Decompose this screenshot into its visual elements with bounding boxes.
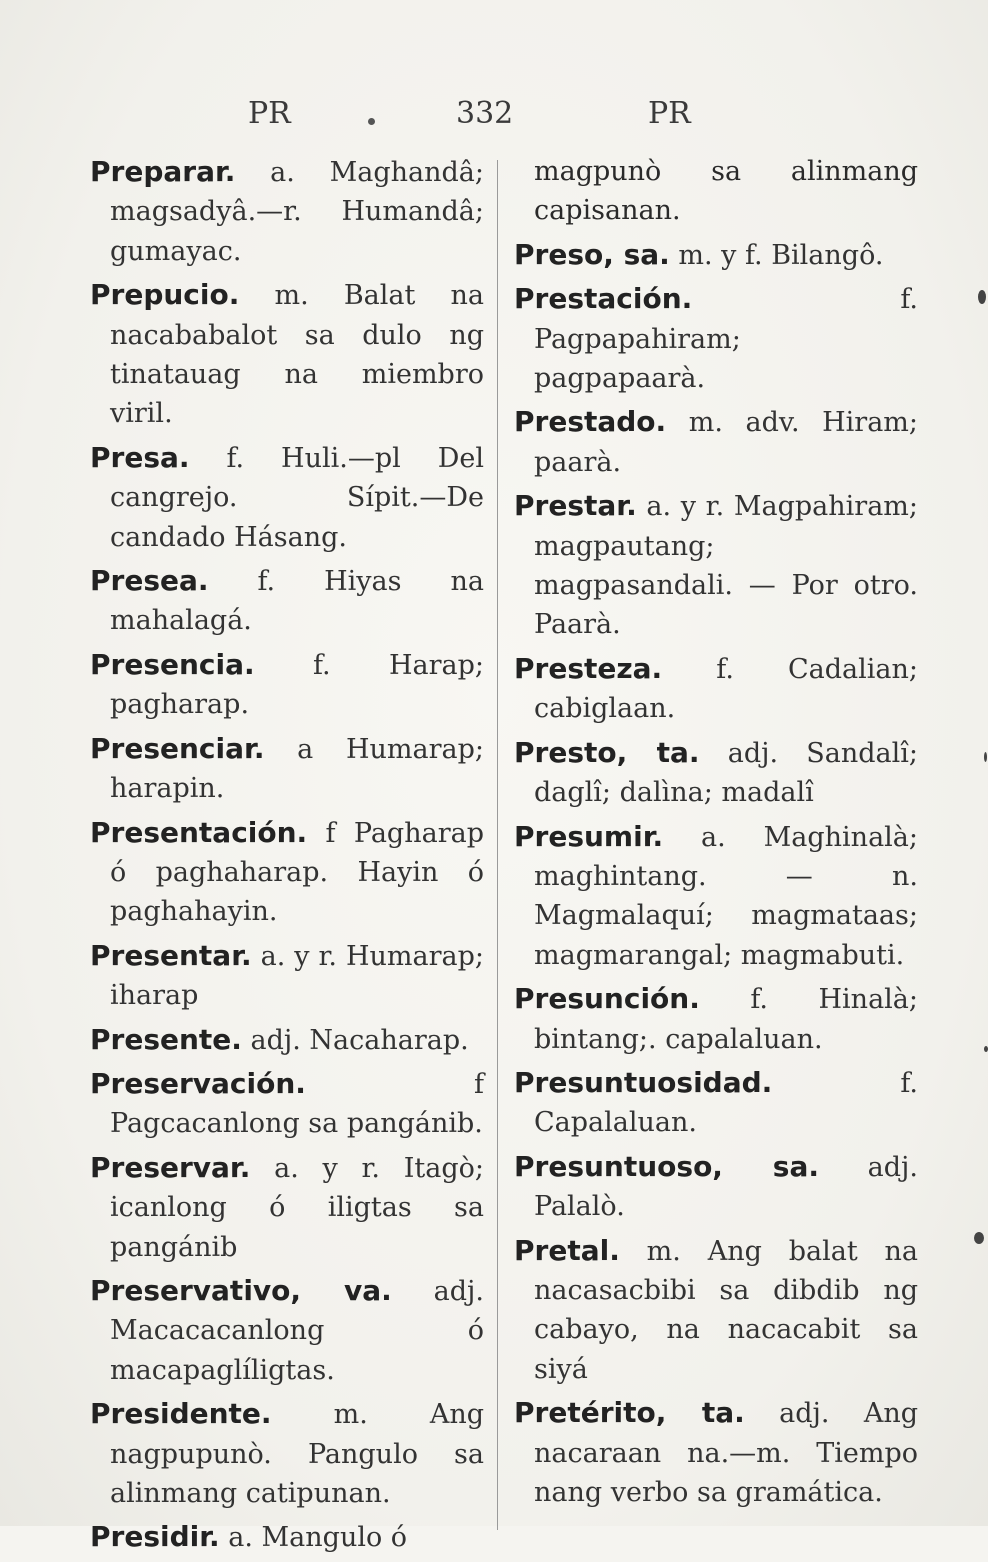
entry-definition: a. y r. Magpahiram; magpautang; magpasandali. — Por otro. Paarà. [534,491,918,641]
dictionary-entry [514,279,918,398]
entry-definition: f. Capalaluan. [534,1067,918,1139]
entry-definition: f. Harap; pagharap. [110,649,484,721]
entry-headword: Preparar. [90,155,236,188]
entry-definition: a. Maghinalà; maghintang. — n. Magmalaquí; magmataas; magmarangal; magmabuti. [534,821,918,971]
dictionary-entry [90,438,484,557]
entry-headword: Presente. [90,1022,242,1056]
entry-headword: Presuntuosidad. [514,1065,773,1099]
entry-definition: adj. Sandalî; daglî; dalìna; madalî [534,737,918,809]
entry-headword: Presumir. [514,819,664,853]
entry-definition: f. Cadalian; cabiglaan. [534,653,918,725]
entry-headword: Presuntuoso, sa. [514,1149,819,1183]
entry-headword: Presunción. [514,982,700,1016]
dictionary-entry [90,936,484,1016]
entry-headword: Prepucio. [90,278,240,312]
dictionary-entry [90,561,484,641]
entry-headword: Presenciar. [90,731,265,765]
entry-definition: a. Mangulo ó [219,1522,408,1554]
entry-definition: f. Hinalà; bintang;. capalaluan. [534,984,918,1055]
dictionary-entry [514,817,918,976]
header-left-guide: PR [248,96,291,131]
dictionary-entry [514,402,918,482]
dictionary-entry [514,1231,918,1390]
dictionary-entry [514,235,918,275]
dictionary-entry [90,152,484,271]
entry-headword: Preso, sa. [514,237,670,271]
dictionary-entry [90,729,484,809]
entry-headword: Pretal. [514,1233,620,1267]
dictionary-entry [90,1394,484,1513]
right-column [514,152,918,1516]
entry-headword: Presidir. [90,1520,220,1554]
dictionary-entry [90,1517,484,1557]
dictionary-entry [514,733,918,813]
entry-definition: f. Pagpapahiram; pagpapaarà. [534,284,918,395]
entry-headword: Presentación. [90,815,308,849]
entry-definition: m. Ang nagpupunò. Pangulo sa alinmang catipunan. [110,1399,484,1509]
entry-headword: Prestación. [514,282,693,316]
dictionary-entry [90,1064,484,1144]
header-dot [368,118,375,125]
entry-definition: m. Ang balat na nacasacbibi sa dibdib ng cabayo, na nacacabit sa siyá [534,1235,918,1385]
entry-headword: Presto, ta. [514,735,700,769]
entry-headword: Presa. [90,440,190,474]
entry-headword: Preservativo, va. [90,1273,392,1307]
dictionary-entry [90,813,484,932]
dictionary-entry [514,486,918,645]
dictionary-entry [90,1271,484,1390]
entry-headword: Presteza. [514,651,663,685]
entry-headword: Presencia. [90,647,255,681]
entry-definition: adj. Macacacanlong ó macapaglíligtas. [110,1275,484,1386]
dictionary-entry [514,1063,918,1143]
dictionary-entry [514,1393,918,1512]
entry-headword: Presidente. [90,1397,272,1431]
dictionary-entry [514,1147,918,1227]
page-header [0,96,988,146]
entry-definition: m. Balat na nacababalot sa dulo ng tinatauag na miembro viril. [110,280,484,430]
left-column [90,152,484,1562]
entry-definition: f. Hiyas na mahalagá. [110,566,484,637]
entry-definition: a Humarap; harapin. [110,733,484,805]
header-right-guide: PR [648,96,691,131]
entry-definition: f. Huli.—pl Del cangrejo. Sípit.—De candado Hásang. [110,442,484,553]
dictionary-entry [514,979,918,1059]
entry-definition: m. adv. Hiram; paarà. [534,407,918,478]
continued-entry: magpunò sa alinmang capisanan. [534,156,918,227]
entry-headword: Preservar. [90,1150,251,1184]
entry-headword: Presentar. [90,938,252,972]
entry-definition: adj. Ang nacaraan na.—m. Tiempo nang verbo sa gramática. [534,1398,918,1508]
entry-definition: a. y r. Humarap; iharap [110,940,484,1012]
entry-definition: f Pagharap ó paghaharap. Hayin ó paghahayin. [110,817,484,928]
entry-headword: Prestado. [514,405,667,439]
entry-definition: a. Maghandâ; magsadyâ.—r. Humandâ; gumayac. [110,157,484,267]
dictionary-entry [514,649,918,729]
entry-definition: a. y r. Itagò; icanlong ó iligtas sa pangánib [110,1152,484,1263]
page-number: 332 [456,96,514,131]
entry-headword: Prestar. [514,489,637,523]
entry-definition: f Pagcacanlong sa pangánib. [110,1068,484,1140]
column-divider [497,160,498,1530]
entry-headword: Preservación. [90,1066,306,1100]
entry-definition: adj. Nacaharap. [241,1024,469,1056]
dictionary-entry [90,645,484,725]
entry-definition: adj. Palalò. [534,1151,918,1223]
dictionary-entry [90,275,484,434]
dictionary-entry [90,1020,484,1060]
entry-headword: Pretérito, ta. [514,1396,745,1430]
entry-definition: m. y f. Bilangô. [669,239,884,271]
dictionary-entry [90,1148,484,1267]
entry-headword: Presea. [90,564,209,598]
